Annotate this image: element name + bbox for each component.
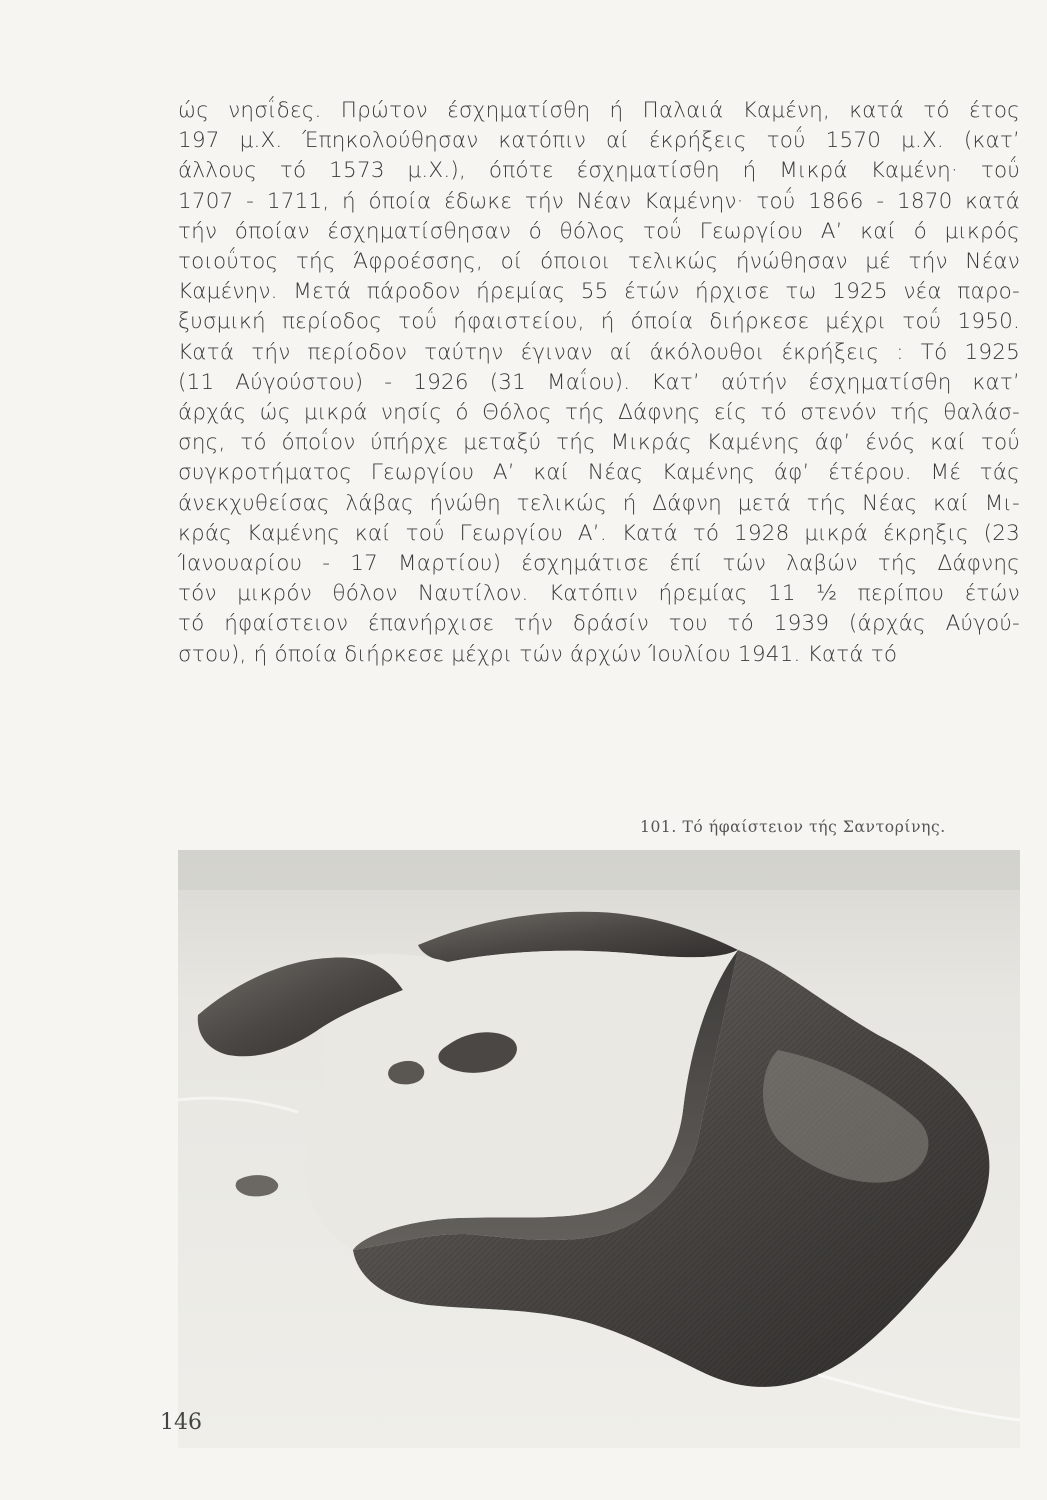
body-text bbox=[178, 96, 1020, 670]
text-line: άλλους τό 1573 μ.Χ.), όπότε έσχηματίσθη ή Μικρά Καμένη· τοΰ bbox=[178, 158, 1020, 184]
text-line: τοιοΰτος τής Άφροέσσης, οί όποιοι τελικώς ήνώθησαν μέ τήν Νέαν bbox=[178, 249, 1020, 275]
horizon-haze bbox=[178, 850, 1020, 890]
text-line: τόν μικρόν θόλον Ναυτίλον. Κατόπιν ήρεμίας 11 ½ περίπου έτών bbox=[178, 581, 1020, 607]
text-line: Κατά τήν περίοδον ταύτην έγιναν αί άκόλουθοι έκρήξεις : Τό 1925 bbox=[178, 339, 1020, 365]
text-line: (11 Αύγούστου) - 1926 (31 Μαΐου). Κατ’ αύτήν έσχηματίσθη κατ’ bbox=[178, 369, 1020, 395]
text-line: 197 μ.Χ. Έπηκολούθησαν κατόπιν αί έκρήξεις τοΰ 1570 μ.Χ. (κατ’ bbox=[178, 128, 1020, 154]
text-line: κράς Καμένης καί τοΰ Γεωργίου Α’. Κατά τό 1928 μικρά έκρηξις (23 bbox=[178, 520, 1020, 546]
text-line: Καμένην. Μετά πάροδον ήρεμίας 55 έτών ήρχισε τω 1925 νέα παρο- bbox=[178, 279, 1020, 305]
text-line: ώς νησΐδες. Πρώτον έσχηματίσθη ή Παλαιά Καμένη, κατά τό έτος bbox=[178, 98, 1020, 123]
text-line: συγκροτήματος Γεωργίου Α’ καί Νέας Καμένης άφ’ έτέρου. Μέ τάς bbox=[178, 460, 1020, 486]
text-line: τό ήφαίστειον έπανήρχισε τήν δράσίν του τό 1939 (άρχάς Αύγού- bbox=[178, 611, 1020, 637]
text-line: άρχάς ώς μικρά νησίς ό Θόλος τής Δάφνης είς τό στενόν τής θαλάσ- bbox=[178, 400, 1020, 426]
text-line: στου), ή όποία διήρκεσε μέχρι τών άρχών Ίουλίου 1941. Κατά τό bbox=[178, 641, 898, 667]
aspronisi-islet bbox=[236, 1175, 279, 1196]
figure-caption: 101. Τό ήφαίστειον τής Σαντορίνης. bbox=[640, 818, 946, 836]
page-number: 146 bbox=[160, 1410, 202, 1435]
text-line: τήν όποίαν έσχηματίσθησαν ό θόλος τοΰ Γεωργίου Α’ καί ό μικρός bbox=[178, 218, 1020, 244]
text-line: ξυσμική περίοδος τοΰ ήφαιστείου, ή όποία διήρκεσε μέχρι τοΰ 1950. bbox=[178, 309, 1020, 335]
text-line: 1707 - 1711, ή όποία έδωκε τήν Νέαν Καμένην· τοΰ 1866 - 1870 κατά bbox=[178, 188, 1020, 214]
text-line: σης, τό όποΐον ύπήρχε μεταξύ τής Μικράς Καμένης άφ’ ένός καί τοΰ bbox=[178, 430, 1020, 456]
text-line: Ίανουαρίου - 17 Μαρτίου) έσχημάτισε έπί τών λαβών τής Δάφνης bbox=[178, 551, 1020, 577]
text-line: άνεκχυθείσας λάβας ήνώθη τελικώς ή Δάφνη μετά τής Νέας καί Μι- bbox=[178, 490, 1020, 516]
santorini-relief-figure bbox=[178, 850, 1020, 1448]
